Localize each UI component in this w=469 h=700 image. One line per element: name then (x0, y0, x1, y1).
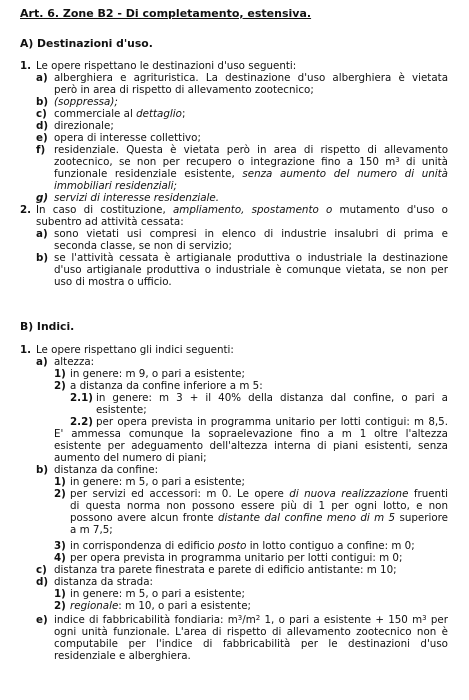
list-item-text: immobiliari residenziali; (54, 180, 177, 192)
list-label: 1) (54, 588, 66, 600)
list-label: a) (36, 228, 48, 240)
list-label: c) (36, 108, 47, 120)
list-label: f) (36, 144, 46, 156)
list-item-text: a m 7,5; (70, 524, 113, 536)
list-item-text: alberghiera e agrituristica. La destinazione d'uso alberghiera è vietata (54, 72, 448, 84)
list-label: d) (36, 576, 49, 588)
list-item-text: distanza tra parete finestrata e parete di edificio antistante: m 10; (54, 564, 397, 576)
list-label: 2) (54, 380, 66, 392)
list-item-text: se l'attività cessata è artigianale produttiva o industriale la destinazione (54, 252, 448, 264)
list-item-text: in genere: m 5, o pari a esistente; (70, 476, 245, 488)
list-item-text: in genere: m 9, o pari a esistente; (70, 368, 245, 380)
paragraph-text: subentro ad attività cessata: (36, 216, 184, 228)
paragraph-number: 1. (20, 344, 32, 356)
list-label: 2) (54, 600, 66, 612)
list-label: 1) (54, 368, 66, 380)
list-label: 2.2) (70, 416, 93, 428)
note-text: esistente per adeguamento dell'altezza interna di piani esistenti, senza (54, 440, 448, 452)
paragraph-text: Le opere rispettano gli indici seguenti: (36, 344, 234, 356)
list-item-text: residenziale e alberghiera. (54, 650, 191, 662)
list-item-text: in genere: m 3 + il 40% della distanza dal confine, o pari a (96, 392, 448, 404)
list-item-text: direzionale; (54, 120, 114, 132)
list-item-text: distanza da strada: (54, 576, 154, 588)
paragraph-text: Le opere rispettano le destinazioni d'uso seguenti: (36, 60, 297, 72)
list-item-text: in corrispondenza di edificio posto in lotto contiguo a confine: m 0; (70, 540, 415, 552)
paragraph-number: 1. (20, 60, 32, 72)
list-item-text: servizi di interesse residenziale. (54, 192, 219, 204)
list-label: a) (36, 72, 48, 84)
list-item-text: seconda classe, se non di servizio; (54, 240, 232, 252)
list-label: d) (36, 120, 49, 132)
list-label: b) (36, 464, 49, 476)
list-item-text: per opera prevista in programma unitario per lotti contigui: m 8,5. (96, 416, 448, 428)
list-label: a) (36, 356, 48, 368)
list-label: c) (36, 564, 47, 576)
list-label: 1) (54, 476, 66, 488)
list-item-text: ogni unità funzionale. L'area di rispetto di allevamento zootecnico non è (54, 626, 448, 638)
list-item-text: sono vietati usi compresi in elenco di industrie insalubri di prima e (54, 228, 448, 240)
list-item-text: d'uso artigianale produttiva o industriale è comunque vietata, se non per (54, 264, 448, 276)
list-item-text: per servizi ed accessori: m 0. Le opere di nuova realizzazione fruenti (70, 488, 448, 500)
list-label: 3) (54, 540, 66, 552)
list-item-text: esistente; (96, 404, 147, 416)
note-text: aumento del numero di piani; (54, 452, 207, 464)
list-item-text: zootecnico, se non per recupero o integrazione fino a 150 $m^3$ di unità (54, 156, 448, 168)
paragraph-text: In caso di costituzione, ampliamento, spostamento o mutamento d'uso o (36, 204, 448, 216)
list-item-text: però in area di rispetto di allevamento zootecnico; (54, 84, 314, 96)
list-label: b) (36, 96, 49, 108)
section-heading-destinazioni: A) Destinazioni d'uso. (20, 37, 153, 50)
list-item-text: indice di fabbricabilità fondiaria: $m^3/m^2$ 1, o pari a esistente + 150 $m^3$ per (54, 614, 448, 626)
list-item-text: altezza: (54, 356, 95, 368)
list-item-text: computabile per l'indice di fabbricabilità per le destinazioni d'uso (54, 638, 448, 650)
article-title: Art. 6. Zone B2 - Di completamento, estensiva. (20, 7, 312, 20)
list-label: b) (36, 252, 49, 264)
section-heading-indici: B) Indici. (20, 320, 75, 333)
list-label: 2.1) (70, 392, 93, 404)
list-label: e) (36, 132, 48, 144)
list-item-text: commerciale al dettaglio; (54, 108, 186, 120)
list-item-text: a distanza da confine inferiore a m 5: (70, 380, 263, 392)
list-item-text: in genere: m 5, o pari a esistente; (70, 588, 245, 600)
list-item-text: uso di mostra o ufficio. (54, 276, 172, 288)
list-item-text: funzionale residenziale esistente, senza aumento del numero di unità (54, 168, 448, 180)
list-label: g) (36, 192, 49, 204)
paragraph-number: 2. (20, 204, 32, 216)
list-item-text: residenziale. Questa è vietata però in area di rispetto di allevamento (54, 144, 448, 156)
list-item-text: (soppressa); (54, 96, 118, 108)
list-item-text: di questa norma non possono essere più di 1 per ogni lotto, e non (70, 500, 448, 512)
list-item-text: regionale: m 10, o pari a esistente; (70, 600, 252, 612)
list-item-text: per opera prevista in programma unitario per lotti contigui: m 0; (70, 552, 403, 564)
list-item-text: distanza da confine: (54, 464, 159, 476)
note-text: E' ammessa comunque la sopraelevazione fino a m 1 oltre l'altezza (54, 428, 448, 440)
list-item-text: possono avere alcun fronte distante dal confine meno di m 5 superiore (70, 512, 448, 524)
list-label: e) (36, 614, 48, 626)
list-label: 4) (54, 552, 66, 564)
list-label: 2) (54, 488, 66, 500)
list-item-text: opera di interesse collettivo; (54, 132, 201, 144)
